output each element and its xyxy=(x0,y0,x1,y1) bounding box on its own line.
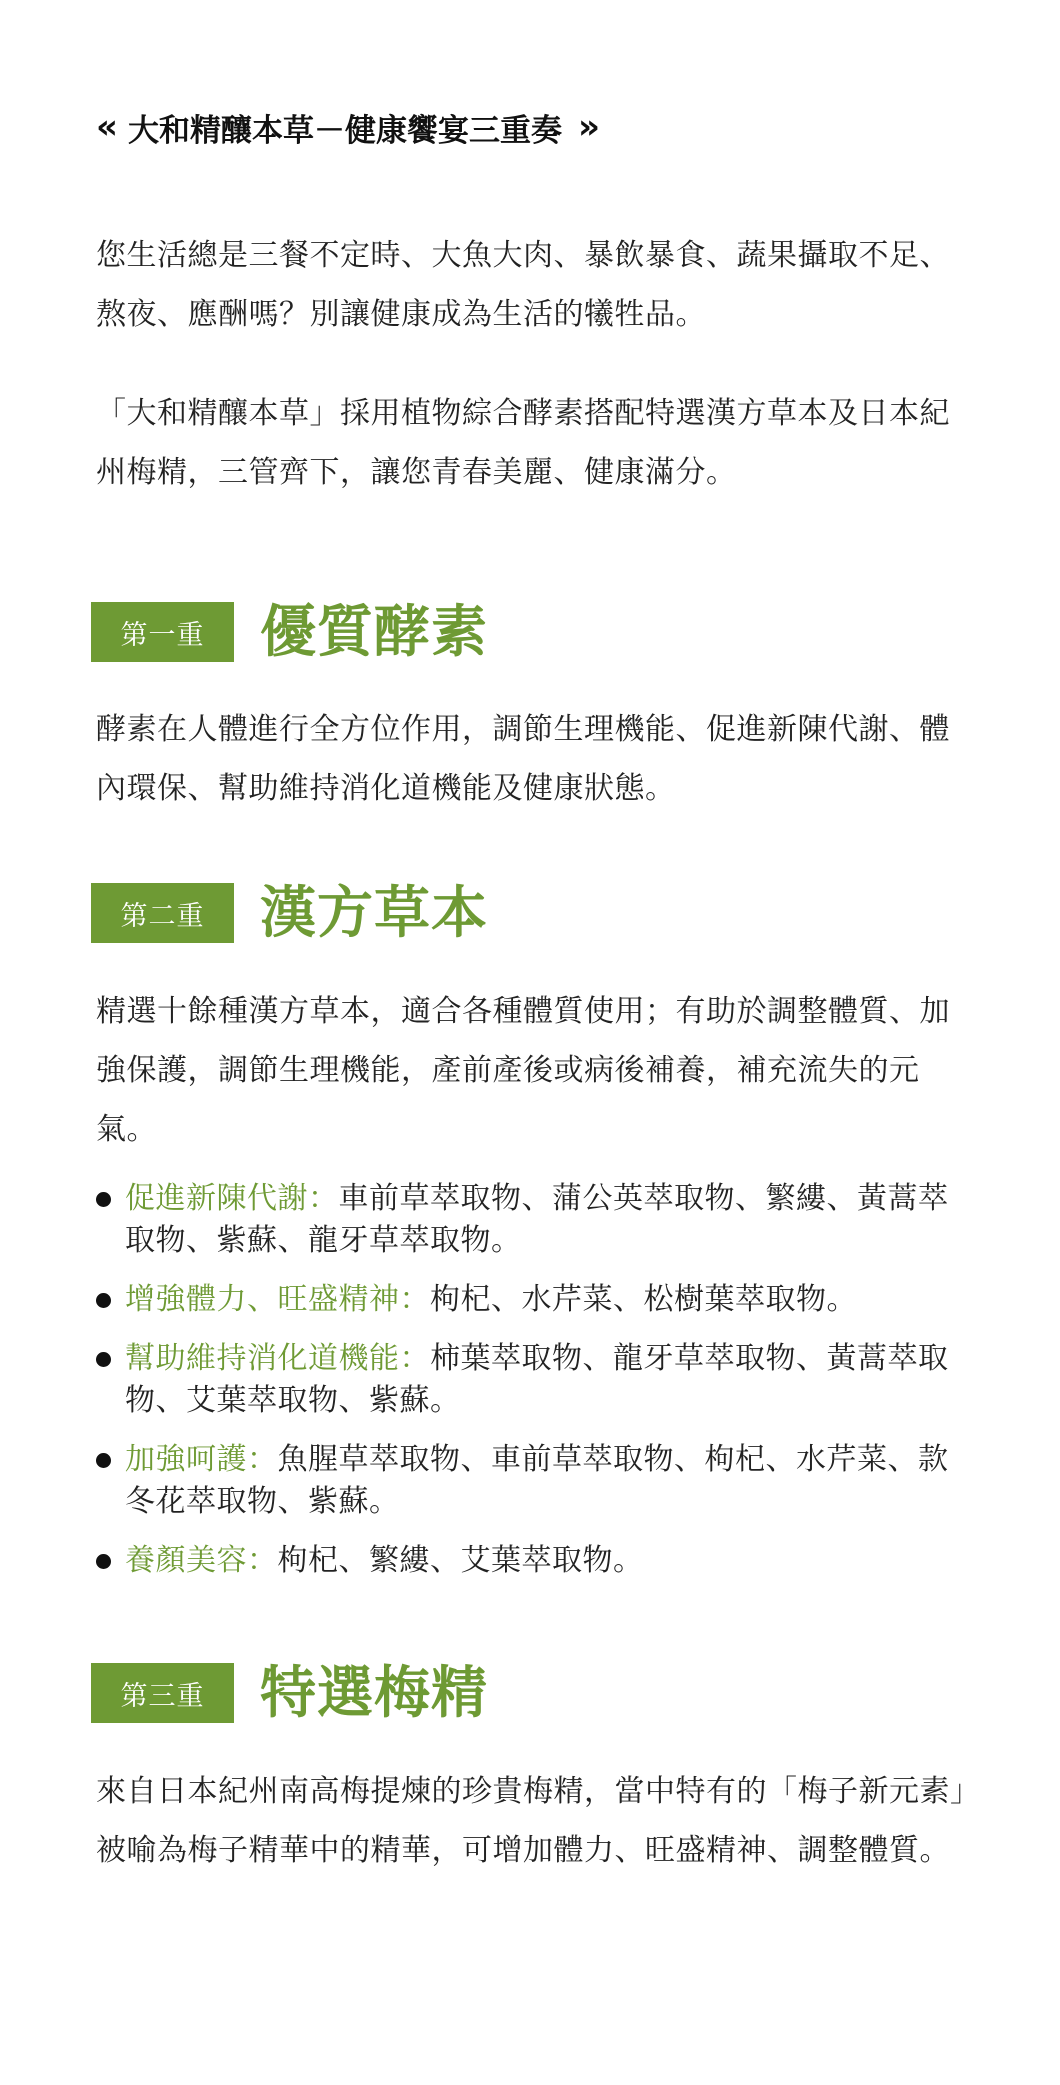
section-1-title: 優質酵素 xyxy=(260,599,488,665)
list-item xyxy=(96,1279,976,1321)
list-item-text: 枸杞、繁縷、艾葉萃取物。 xyxy=(277,1543,644,1578)
intro-paragraph-1: 您生活總是三餐不定時、大魚大肉、暴飲暴食、蔬果攝取不足、熬夜、應酬嗎？別讓健康成為生活的犧牲品。 xyxy=(96,238,950,332)
section-3-body: 來自日本紀州南高梅提煉的珍貴梅精，當中特有的「梅子新元素」被喻為梅子精華中的精華，可增加體力、旺盛精神、調整體質。 xyxy=(96,1774,966,1868)
chevrons-left-icon: ‹‹ xyxy=(96,107,113,147)
section-3-header xyxy=(91,1662,488,1724)
list-item xyxy=(96,1540,976,1582)
list-item xyxy=(96,1439,976,1523)
list-item xyxy=(96,1178,976,1262)
list-item-label: 促進新陳代謝： xyxy=(125,1181,339,1216)
section-2-badge: 第二重 xyxy=(91,883,234,943)
headline-title: 大和精釀本草－健康饗宴三重奏 xyxy=(128,112,563,149)
list-item-label: 加強呵護： xyxy=(125,1442,278,1477)
bullet-dot-icon xyxy=(96,1293,111,1308)
section-2-title: 漢方草本 xyxy=(260,880,488,946)
bullet-dot-icon xyxy=(96,1554,111,1569)
section-1-header xyxy=(91,601,488,663)
section-3-title: 特選梅精 xyxy=(260,1660,488,1726)
headline xyxy=(96,103,594,151)
section-2-body: 精選十餘種漢方草本，適合各種體質使用；有助於調整體質、加強保護，調節生理機能，產前產後或病後補養，補充流失的元氣。 xyxy=(96,994,950,1147)
bullet-dot-icon xyxy=(96,1453,111,1468)
list-item-label: 幫助維持消化道機能： xyxy=(125,1341,430,1376)
ingredient-list xyxy=(96,1178,976,1599)
list-item-label: 增強體力、旺盛精神： xyxy=(125,1282,430,1317)
section-1-body: 酵素在人體進行全方位作用，調節生理機能、促進新陳代謝、體內環保、幫助維持消化道機能及健康狀態。 xyxy=(96,712,950,806)
list-item-text: 柿葉萃取物、龍牙草萃取物、黃蒿萃取物、艾葉萃取物、紫蘇。 xyxy=(125,1341,949,1418)
bullet-dot-icon xyxy=(96,1352,111,1367)
section-3-badge: 第三重 xyxy=(91,1663,234,1723)
section-1-badge: 第一重 xyxy=(91,602,234,662)
intro-paragraph-2: 「大和精釀本草」採用植物綜合酵素搭配特選漢方草本及日本紀州梅精，三管齊下，讓您青春美麗、健康滿分。 xyxy=(96,396,950,490)
bullet-dot-icon xyxy=(96,1192,111,1207)
list-item-label: 養顏美容： xyxy=(125,1543,278,1578)
section-2-header xyxy=(91,882,488,944)
list-item-text: 枸杞、水芹菜、松樹葉萃取物。 xyxy=(430,1282,857,1317)
list-item-text: 車前草萃取物、蒲公英萃取物、繁縷、黃蒿萃取物、紫蘇、龍牙草萃取物。 xyxy=(125,1181,949,1258)
chevrons-right-icon: ›› xyxy=(578,107,595,147)
list-item xyxy=(96,1338,976,1422)
list-item-text: 魚腥草萃取物、車前草萃取物、枸杞、水芹菜、款冬花萃取物、紫蘇。 xyxy=(125,1442,949,1519)
